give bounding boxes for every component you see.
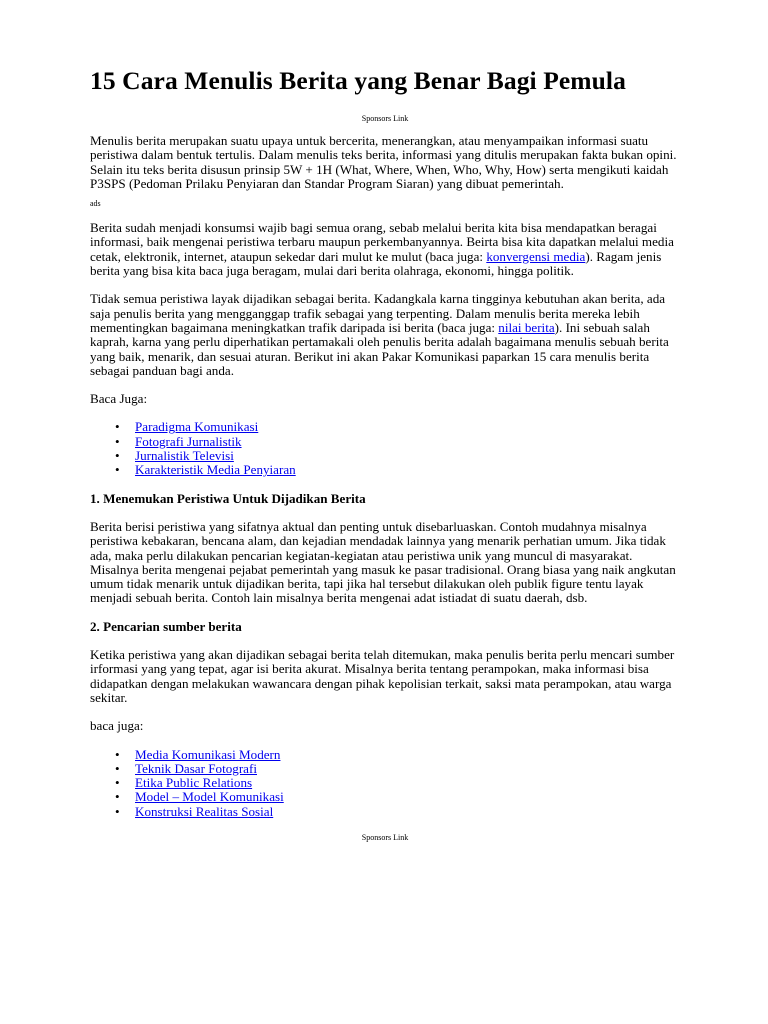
related-links-list-2 bbox=[90, 748, 680, 819]
paragraph-2-text: Berita sudah menjadi konsumsi wajib bagi semua orang, sebab melalui berita kita bisa mendapatkan beragai informasi, baik mengenai peristiwa terbaru maupun perkembanyannya. Beirta bisa kita dapatkan melalui media cetak, elektronik, internet, ataupun sekedar dari mulut ke mulut (baca juga: bbox=[90, 220, 674, 264]
link-nilai-berita[interactable]: nilai berita bbox=[498, 319, 555, 335]
list-item bbox=[135, 748, 680, 762]
link-konvergensi-media[interactable]: konvergensi media bbox=[486, 248, 586, 264]
section-2-body: Ketika peristiwa yang akan dijadikan sebagai berita telah ditemukan, maka penulis berita perlu mencari sumber irformasi yang yang tepat, agar isi berita akurat. Misalnya berita tentang perampokan, maka informasi bisa didapatkan dengan melakukan wawancara dengan pihak kepolisian terkait, saksi mata perampokan, atau warga sekitar. bbox=[90, 647, 675, 705]
link-karakteristik-media-penyiaran[interactable]: Karakteristik Media Penyiaran bbox=[135, 462, 296, 478]
ads-label: ads bbox=[90, 199, 101, 209]
baca-juga-label-2: baca juga: bbox=[90, 718, 144, 734]
list-item bbox=[135, 776, 680, 790]
paragraph-3-text: Tidak semua peristiwa layak dijadikan sebagai berita. Kadangkala karna tingginya kebutuhan akan berita, ada saja penulis berita yang mengganggap trafik sebagai yang terpenting. Dalam menulis berita mereka lebih mementingkan bagaimana meningkatkan trafik daripada isi berita (baca juga: bbox=[90, 291, 666, 335]
link-teknik-dasar-fotografi[interactable]: Teknik Dasar Fotografi bbox=[135, 760, 257, 776]
link-fotografi-jurnalistik[interactable]: Fotografi Jurnalistik bbox=[135, 433, 242, 449]
baca-juga-label: Baca Juga: bbox=[90, 391, 148, 407]
sponsors-link-top[interactable]: Sponsors Link bbox=[361, 114, 409, 123]
link-media-komunikasi-modern[interactable]: Media Komunikasi Modern bbox=[135, 746, 281, 762]
list-item bbox=[135, 435, 680, 449]
list-item bbox=[135, 463, 680, 477]
section-1-heading: 1. Menemukan Peristiwa Untuk Dijadikan Berita bbox=[90, 490, 366, 506]
link-jurnalistik-televisi[interactable]: Jurnalistik Televisi bbox=[135, 448, 234, 464]
paragraph-2 bbox=[90, 221, 680, 278]
link-model-komunikasi[interactable]: Model – Model Komunikasi bbox=[135, 789, 284, 805]
list-item bbox=[135, 762, 680, 776]
link-paradigma-komunikasi[interactable]: Paradigma Komunikasi bbox=[135, 419, 259, 435]
intro-paragraph: Menulis berita merupakan suatu upaya untuk bercerita, menerangkan, atau menyampaikan informasi suatu peristiwa dalam bentuk tertulis. Dalam menulis teks berita, informasi yang ditulis merupakan fakta bukan opini. Selain itu teks berita disusun prinsip 5W + 1H (What, Where, When, Who, Why, How) serta mengikuti kaidah P3SPS (Pedoman Prilaku Penyiaran dan Standar Program Siaran) yang dibuat pemerintah. bbox=[90, 133, 677, 191]
paragraph-2-text-end: ). Ragam jenis berita yang bisa kita baca juga beragam, mulai dari berita olahraga, ekonomi, hingga politik. bbox=[90, 248, 662, 279]
paragraph-3-text-end: ). Ini sebuah salah kaprah, karna yang perlu diperhatikan pertamakali oleh penulis berita adalah bagaimana menulis sebuah berita yang baik, menarik, dan sesuai aturan. Berikut ini akan Pakar Komunikasi paparkan 15 cara menulis berita sebagai panduan bagi anda. bbox=[90, 319, 669, 378]
article bbox=[90, 66, 680, 843]
paragraph-3 bbox=[90, 292, 680, 378]
related-links-list-1 bbox=[90, 420, 680, 477]
link-konstruksi-realitas-sosial[interactable]: Konstruksi Realitas Sosial bbox=[135, 803, 274, 819]
page-title: 15 Cara Menulis Berita yang Benar Bagi Pemula bbox=[90, 66, 626, 95]
sponsors-link-bottom[interactable]: Sponsors Link bbox=[361, 832, 409, 842]
list-item bbox=[135, 449, 680, 463]
link-etika-public-relations[interactable]: Etika Public Relations bbox=[135, 775, 253, 791]
section-2-heading: 2. Pencarian sumber berita bbox=[90, 618, 242, 634]
list-item bbox=[135, 805, 680, 819]
list-item bbox=[135, 420, 680, 434]
list-item bbox=[135, 790, 680, 804]
section-1-body: Berita berisi peristiwa yang sifatnya aktual dan penting untuk disebarluaskan. Contoh mudahnya misalnya peristiwa kebakaran, bencana alam, dan kejadian mendadak lainnya yang menarik perhatian umum. Jika tidak ada, maka perlu dilakukan pencarian kegiatan-kegiatan atau peristiwa unik yang muncul di masyarakat. Misalnya berita mengenai pejabat pemerintah yang masuk ke pasar tradisional. Orang biasa yang naik angkutan umum tidak menarik untuk dijadikan berita, tapi jika hal tersebut dilakukan oleh publik figure tentu layak menjadi sebuah berita. Contoh lain misalnya berita mengenai adat istiadat di suatu daerah, dsb. bbox=[90, 518, 676, 606]
